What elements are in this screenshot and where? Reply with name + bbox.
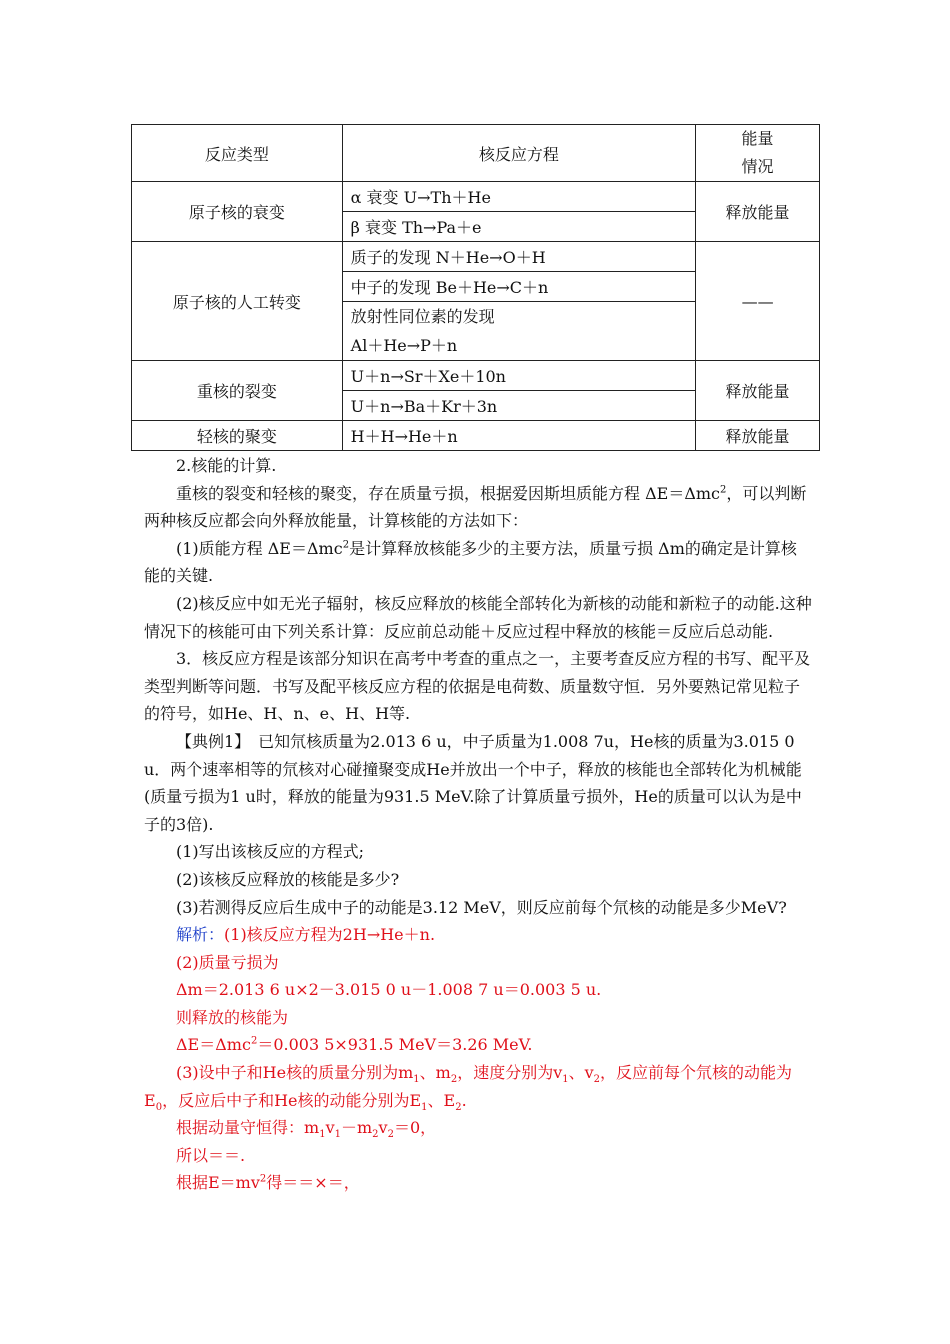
solution-4: 则释放的核能为 (176, 1007, 289, 1027)
paragraph-mass-defect: 重核的裂变和轻核的聚变，存在质量亏损，根据爱因斯坦质能方程 ΔE＝Δmc$^2$，可以判断两种核反应都会向外释放能量，计算核能的方法如下： (144, 483, 807, 531)
cell-alpha-decay: α 衰变 U→Th＋He (342, 182, 695, 212)
solution-2: (2)质量亏损为 (176, 952, 279, 972)
cell-decay-energy: 释放能量 (696, 182, 820, 242)
solution-9: 根据$E=mv^2$得＝＝×＝， (176, 1173, 360, 1193)
question-2: (2)该核反应释放的核能是多少? (176, 869, 400, 889)
cell-neutron-discovery: 中子的发现 Be＋He→C＋n (342, 272, 695, 302)
cell-proton-discovery: 质子的发现 N＋He→O＋H (342, 242, 695, 272)
solution-1: 解析：(1)核反应方程为2H→He＋n. (176, 925, 436, 945)
cell-fission-eq1: U＋n→Sr＋Xe＋10n (342, 361, 695, 391)
table-header-row (132, 125, 820, 182)
table-row (132, 242, 820, 272)
solution-6: (3)设中子和He核的质量分别为$m_1$、$m_2$，速度分别为$v_1$、$v_2$，反应前每个氘核的动能为$E_0$，反应后中子和He核的动能分别为$E_1$、$E_2$. (144, 1063, 793, 1113)
cell-fission-energy: 释放能量 (696, 361, 820, 421)
cell-fusion-energy: 释放能量 (696, 421, 820, 451)
solution-3: Δm＝2.013 6 u×2－3.015 0 u－1.008 7 u＝0.003 5 u. (176, 980, 602, 1000)
cell-fusion-type: 轻核的聚变 (132, 421, 343, 451)
paragraph-method-1: (1)质能方程 ΔE＝Δmc$^2$是计算释放核能多少的主要方法，质量亏损 Δm的确定是计算核能的关键. (144, 538, 797, 586)
table-row (132, 361, 820, 391)
paragraph-nuclear-energy-calc: 2.核能的计算. (176, 456, 277, 475)
header-reaction-type: 反应类型 (132, 125, 343, 182)
solution-8: 所以＝＝. (176, 1145, 246, 1165)
cell-artificial-energy: —— (696, 242, 820, 361)
cell-fission-eq2: U＋n→Ba＋Kr＋3n (342, 391, 695, 421)
solution-7: 根据动量守恒得：$m_1v_1-m_2v_2=0$， (176, 1118, 437, 1141)
paragraph-method-2: (2)核反应中如无光子辐射，核反应释放的核能全部转化为新核的动能和新粒子的动能.这种情况下的核能可由下列关系计算：反应前总动能＋反应过程中释放的核能＝反应后总动能. (144, 593, 812, 641)
header-reaction-equation: 核反应方程 (342, 125, 695, 182)
cell-decay-type: 原子核的衰变 (132, 182, 343, 242)
cell-fusion-eq1: H＋H→He＋n (342, 421, 695, 451)
header-energy: 能量 情况 (696, 125, 820, 182)
table-row (132, 421, 820, 451)
paragraph-reaction-equation: 3．核反应方程是该部分知识在高考中考查的重点之一，主要考查反应方程的书写、配平及类型判断等问题．书写及配平核反应方程的依据是电荷数、质量数守恒．另外要熟记常见粒子的符号，如He、H、n、e、H、H等. (144, 649, 811, 724)
cell-isotope-discovery: 放射性同位素的发现 Al＋He→P＋n (342, 302, 695, 361)
solution-label: 解析： (176, 925, 225, 945)
paragraph-example-1: 【典例1】 已知氘核质量为2.013 6 u，中子质量为1.008 7u，He核的质量为3.015 0 u．两个速率相等的氘核对心碰撞聚变成He并放出一个中子，释放的核能也全部转化为机械能(质量亏损为1 u时，释放的能量为931.5 MeV.除了计算质量亏损外，He的质量可以认为是中子的3倍). (144, 731, 802, 834)
nuclear-reaction-table (131, 124, 820, 451)
cell-fission-type: 重核的裂变 (132, 361, 343, 421)
cell-beta-decay: β 衰变 Th→Pa＋e (342, 212, 695, 242)
cell-artificial-type: 原子核的人工转变 (132, 242, 343, 361)
question-3: (3)若测得反应后生成中子的动能是3.12 MeV，则反应前每个氘核的动能是多少MeV? (176, 897, 787, 917)
body-text (144, 452, 812, 1197)
solution-5: ΔE＝Δmc$^2$＝0.003 5×931.5 MeV＝3.26 MeV. (176, 1035, 533, 1055)
question-1: (1)写出该核反应的方程式; (176, 842, 365, 862)
table-row (132, 182, 820, 212)
